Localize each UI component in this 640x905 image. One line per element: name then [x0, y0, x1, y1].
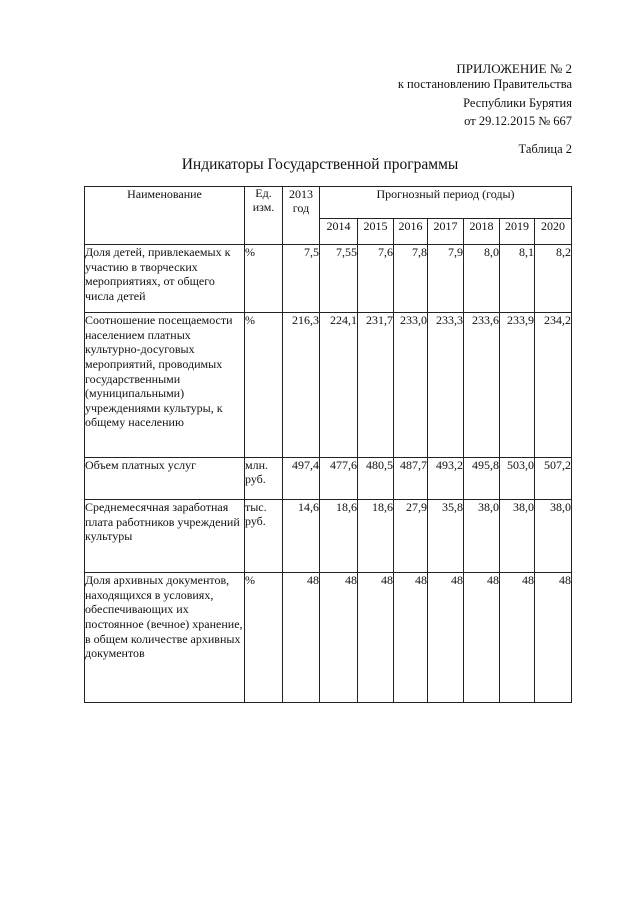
row-value: 38,0 — [535, 500, 572, 573]
row-value: 8,0 — [464, 245, 500, 313]
row-value: 7,8 — [394, 245, 428, 313]
row-value: 7,9 — [428, 245, 464, 313]
row-value: 48 — [320, 573, 358, 703]
header-unit-line2: изм. — [252, 199, 275, 214]
appendix-title: ПРИЛОЖЕНИЕ № 2 — [456, 61, 572, 76]
header-name: Наименование — [85, 187, 245, 245]
header-base-year-line2: год — [292, 201, 310, 216]
table-row — [85, 500, 572, 573]
row-value: 493,2 — [428, 458, 464, 500]
row-value: 224,1 — [320, 313, 358, 458]
row-value: 14,6 — [283, 500, 320, 573]
header-year: 2020 — [535, 219, 572, 245]
row-value: 216,3 — [283, 313, 320, 458]
row-value: 234,2 — [535, 313, 572, 458]
header-year: 2016 — [394, 219, 428, 245]
header-year: 2017 — [428, 219, 464, 245]
row-value: 480,5 — [358, 458, 394, 500]
header-unit — [245, 187, 283, 245]
header-year: 2014 — [320, 219, 358, 245]
row-value: 233,9 — [500, 313, 535, 458]
row-value: 233,0 — [394, 313, 428, 458]
row-unit: тыс. руб. — [245, 500, 283, 573]
row-value: 477,6 — [320, 458, 358, 500]
table-row — [85, 573, 572, 703]
row-unit: % — [245, 245, 283, 313]
table-row — [85, 313, 572, 458]
row-name: Объем платных услуг — [85, 458, 245, 500]
row-value: 18,6 — [320, 500, 358, 573]
appendix-resolution-line: к постановлению Правительства — [397, 77, 572, 91]
row-unit: % — [245, 573, 283, 703]
header-base-year-line1: 2013 — [289, 187, 313, 201]
row-value: 48 — [394, 573, 428, 703]
appendix-date-number-line: от 29.12.2015 № 667 — [464, 114, 572, 128]
row-value: 38,0 — [464, 500, 500, 573]
row-value: 48 — [428, 573, 464, 703]
header-unit-line1: Ед. — [255, 186, 272, 200]
row-value: 48 — [535, 573, 572, 703]
row-value: 48 — [358, 573, 394, 703]
header-forecast-period: Прогнозный период (годы) — [320, 187, 572, 219]
row-value: 495,8 — [464, 458, 500, 500]
row-name: Доля детей, привлекаемых к участию в творческих мероприятиях, от общего числа детей — [85, 245, 245, 313]
indicators-table — [84, 186, 572, 703]
row-value: 507,2 — [535, 458, 572, 500]
table-number: Таблица 2 — [518, 142, 572, 156]
header-year: 2015 — [358, 219, 394, 245]
row-value: 7,6 — [358, 245, 394, 313]
row-value: 8,2 — [535, 245, 572, 313]
row-value: 7,55 — [320, 245, 358, 313]
header-year: 2018 — [464, 219, 500, 245]
row-name: Среднемесячная заработная плата работников учреждений культуры — [85, 500, 245, 573]
row-value: 48 — [464, 573, 500, 703]
row-value: 8,1 — [500, 245, 535, 313]
header-year: 2019 — [500, 219, 535, 245]
row-name: Доля архивных документов, находящихся в условиях, обеспечивающих их постоянное (вечное) хранение, в общем количестве архивных документов — [85, 573, 245, 703]
row-value: 231,7 — [358, 313, 394, 458]
row-value: 38,0 — [500, 500, 535, 573]
row-value: 233,6 — [464, 313, 500, 458]
row-value: 48 — [283, 573, 320, 703]
row-value: 35,8 — [428, 500, 464, 573]
row-value: 503,0 — [500, 458, 535, 500]
row-value: 233,3 — [428, 313, 464, 458]
row-value: 487,7 — [394, 458, 428, 500]
document-title: Индикаторы Государственной программы — [181, 156, 459, 173]
row-value: 27,9 — [394, 500, 428, 573]
row-value: 18,6 — [358, 500, 394, 573]
row-value: 7,5 — [283, 245, 320, 313]
table-header — [85, 187, 572, 245]
row-value: 497,4 — [283, 458, 320, 500]
row-unit: % — [245, 313, 283, 458]
row-value: 48 — [500, 573, 535, 703]
header-base-year — [283, 187, 320, 245]
table-row — [85, 245, 572, 313]
table-row — [85, 458, 572, 500]
row-unit: млн. руб. — [245, 458, 283, 500]
appendix-republic-line: Республики Бурятия — [463, 96, 572, 110]
row-name: Соотношение посещаемости населением платных культурно-досуговых мероприятий, проводимых государственными (муниципальными) учреждениями культуры, к общему населению — [85, 313, 245, 458]
